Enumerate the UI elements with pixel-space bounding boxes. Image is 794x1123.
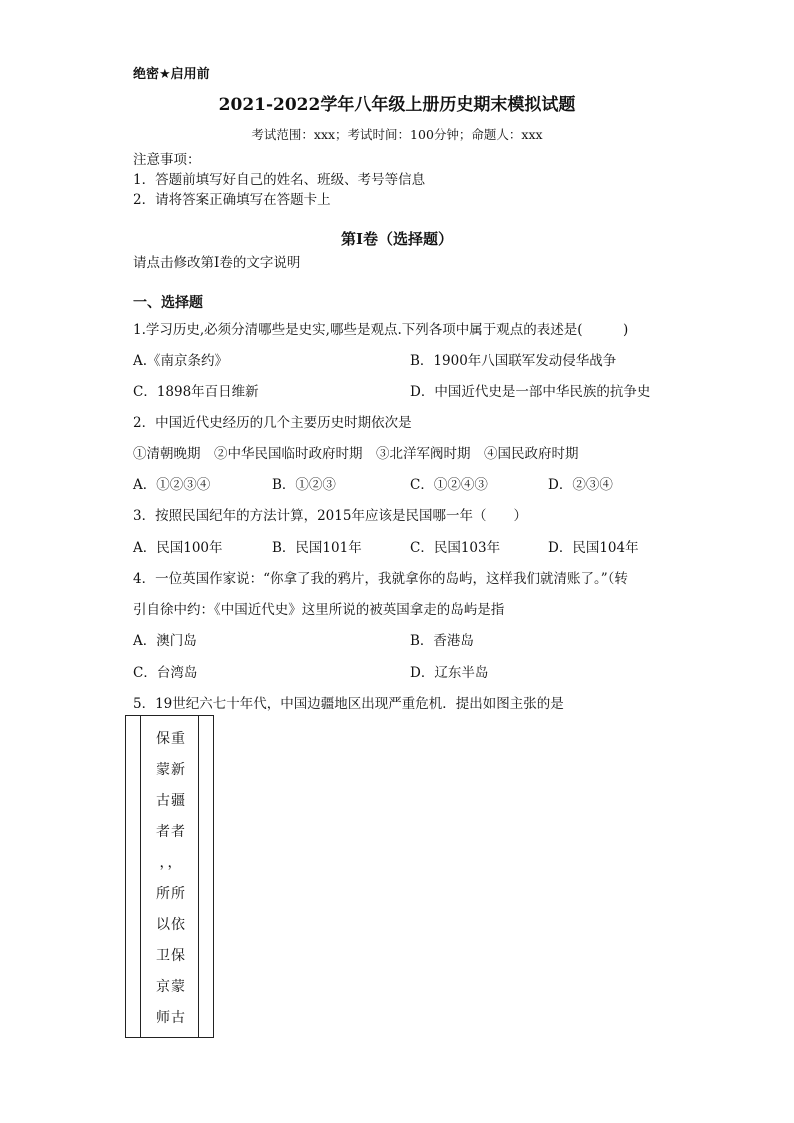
option-b: B．①②③ bbox=[272, 477, 336, 493]
question-stem-continued: 引自徐中约：《中国近代史》这里所说的被英国拿走的岛屿是指 bbox=[133, 602, 505, 618]
option-d: D．辽东半岛 bbox=[410, 665, 489, 681]
exam-info: 考试范围：xxx；考试时间：100分钟；命题人：xxx bbox=[251, 127, 543, 142]
question-stem: 1.学习历史,必须分清哪些是史实,哪些是观点.下列各项中属于观点的表述是( ) bbox=[133, 322, 629, 338]
confidential-mark: 绝密★启用前 bbox=[133, 67, 210, 82]
figure-line: 古疆 bbox=[156, 793, 186, 809]
option-d: D．中国近代史是一部中华民族的抗争史 bbox=[410, 384, 651, 400]
option-c: C．台湾岛 bbox=[133, 665, 198, 681]
figure-line: 蒙新 bbox=[156, 762, 186, 778]
question-stem: 2．中国近代史经历的几个主要历史时期依次是 bbox=[133, 415, 412, 431]
figure-line: 卫保 bbox=[156, 948, 186, 964]
question-sub-items: ①清朝晚期 ②中华民国临时政府时期 ③北洋军阀时期 ④国民政府时期 bbox=[133, 446, 579, 462]
option-c: C．1898年百日维新 bbox=[133, 384, 259, 400]
exam-title: 2021-2022学年八年级上册历史期末模拟试题 bbox=[218, 95, 576, 115]
section-heading: 一、选择题 bbox=[133, 295, 203, 311]
note-item: 2．请将答案正确填写在答题卡上 bbox=[133, 192, 331, 208]
question-stem: 3．按照民国纪年的方法计算，2015年应该是民国哪一年（ ） bbox=[133, 508, 527, 524]
figure-line: 所所 bbox=[156, 886, 186, 902]
question-stem: 5．19世纪六七十年代，中国边疆地区出现严重危机．提出如图主张的是 bbox=[133, 696, 564, 712]
option-c: C．①②④③ bbox=[410, 477, 488, 493]
option-c: C．民国103年 bbox=[410, 540, 501, 556]
option-a: A．澳门岛 bbox=[133, 633, 197, 649]
question-stem: 4．一位英国作家说：“你拿了我的鸦片，我就拿你的岛屿，这样我们就清账了。”（转 bbox=[133, 571, 628, 587]
option-b: B．民国101年 bbox=[272, 540, 362, 556]
option-a: A．民国100年 bbox=[133, 540, 223, 556]
notes-heading: 注意事项： bbox=[133, 152, 201, 168]
figure-line: 保重 bbox=[156, 731, 186, 747]
option-b: B．香港岛 bbox=[410, 633, 474, 649]
couplet-figure bbox=[125, 715, 214, 1038]
figure-line: 者者 bbox=[156, 824, 186, 840]
option-a: A.《南京条约》 bbox=[133, 353, 229, 369]
figure-line: 师古 bbox=[156, 1010, 186, 1026]
figure-line: 京蒙 bbox=[156, 979, 186, 995]
option-d: D．民国104年 bbox=[548, 540, 639, 556]
option-a: A．①②③④ bbox=[133, 477, 211, 493]
figure-line: 以依 bbox=[156, 917, 186, 933]
figure-line: ，， bbox=[159, 855, 183, 871]
part-title: 第I卷（选择题） bbox=[340, 230, 454, 248]
note-item: 1．答题前填写好自己的姓名、班级、考号等信息 bbox=[133, 172, 426, 188]
option-b: B．1900年八国联军发动侵华战争 bbox=[410, 353, 617, 369]
part-instruction[interactable]: 请点击修改第I卷的文字说明 bbox=[133, 255, 301, 271]
option-d: D．②③④ bbox=[548, 477, 613, 493]
